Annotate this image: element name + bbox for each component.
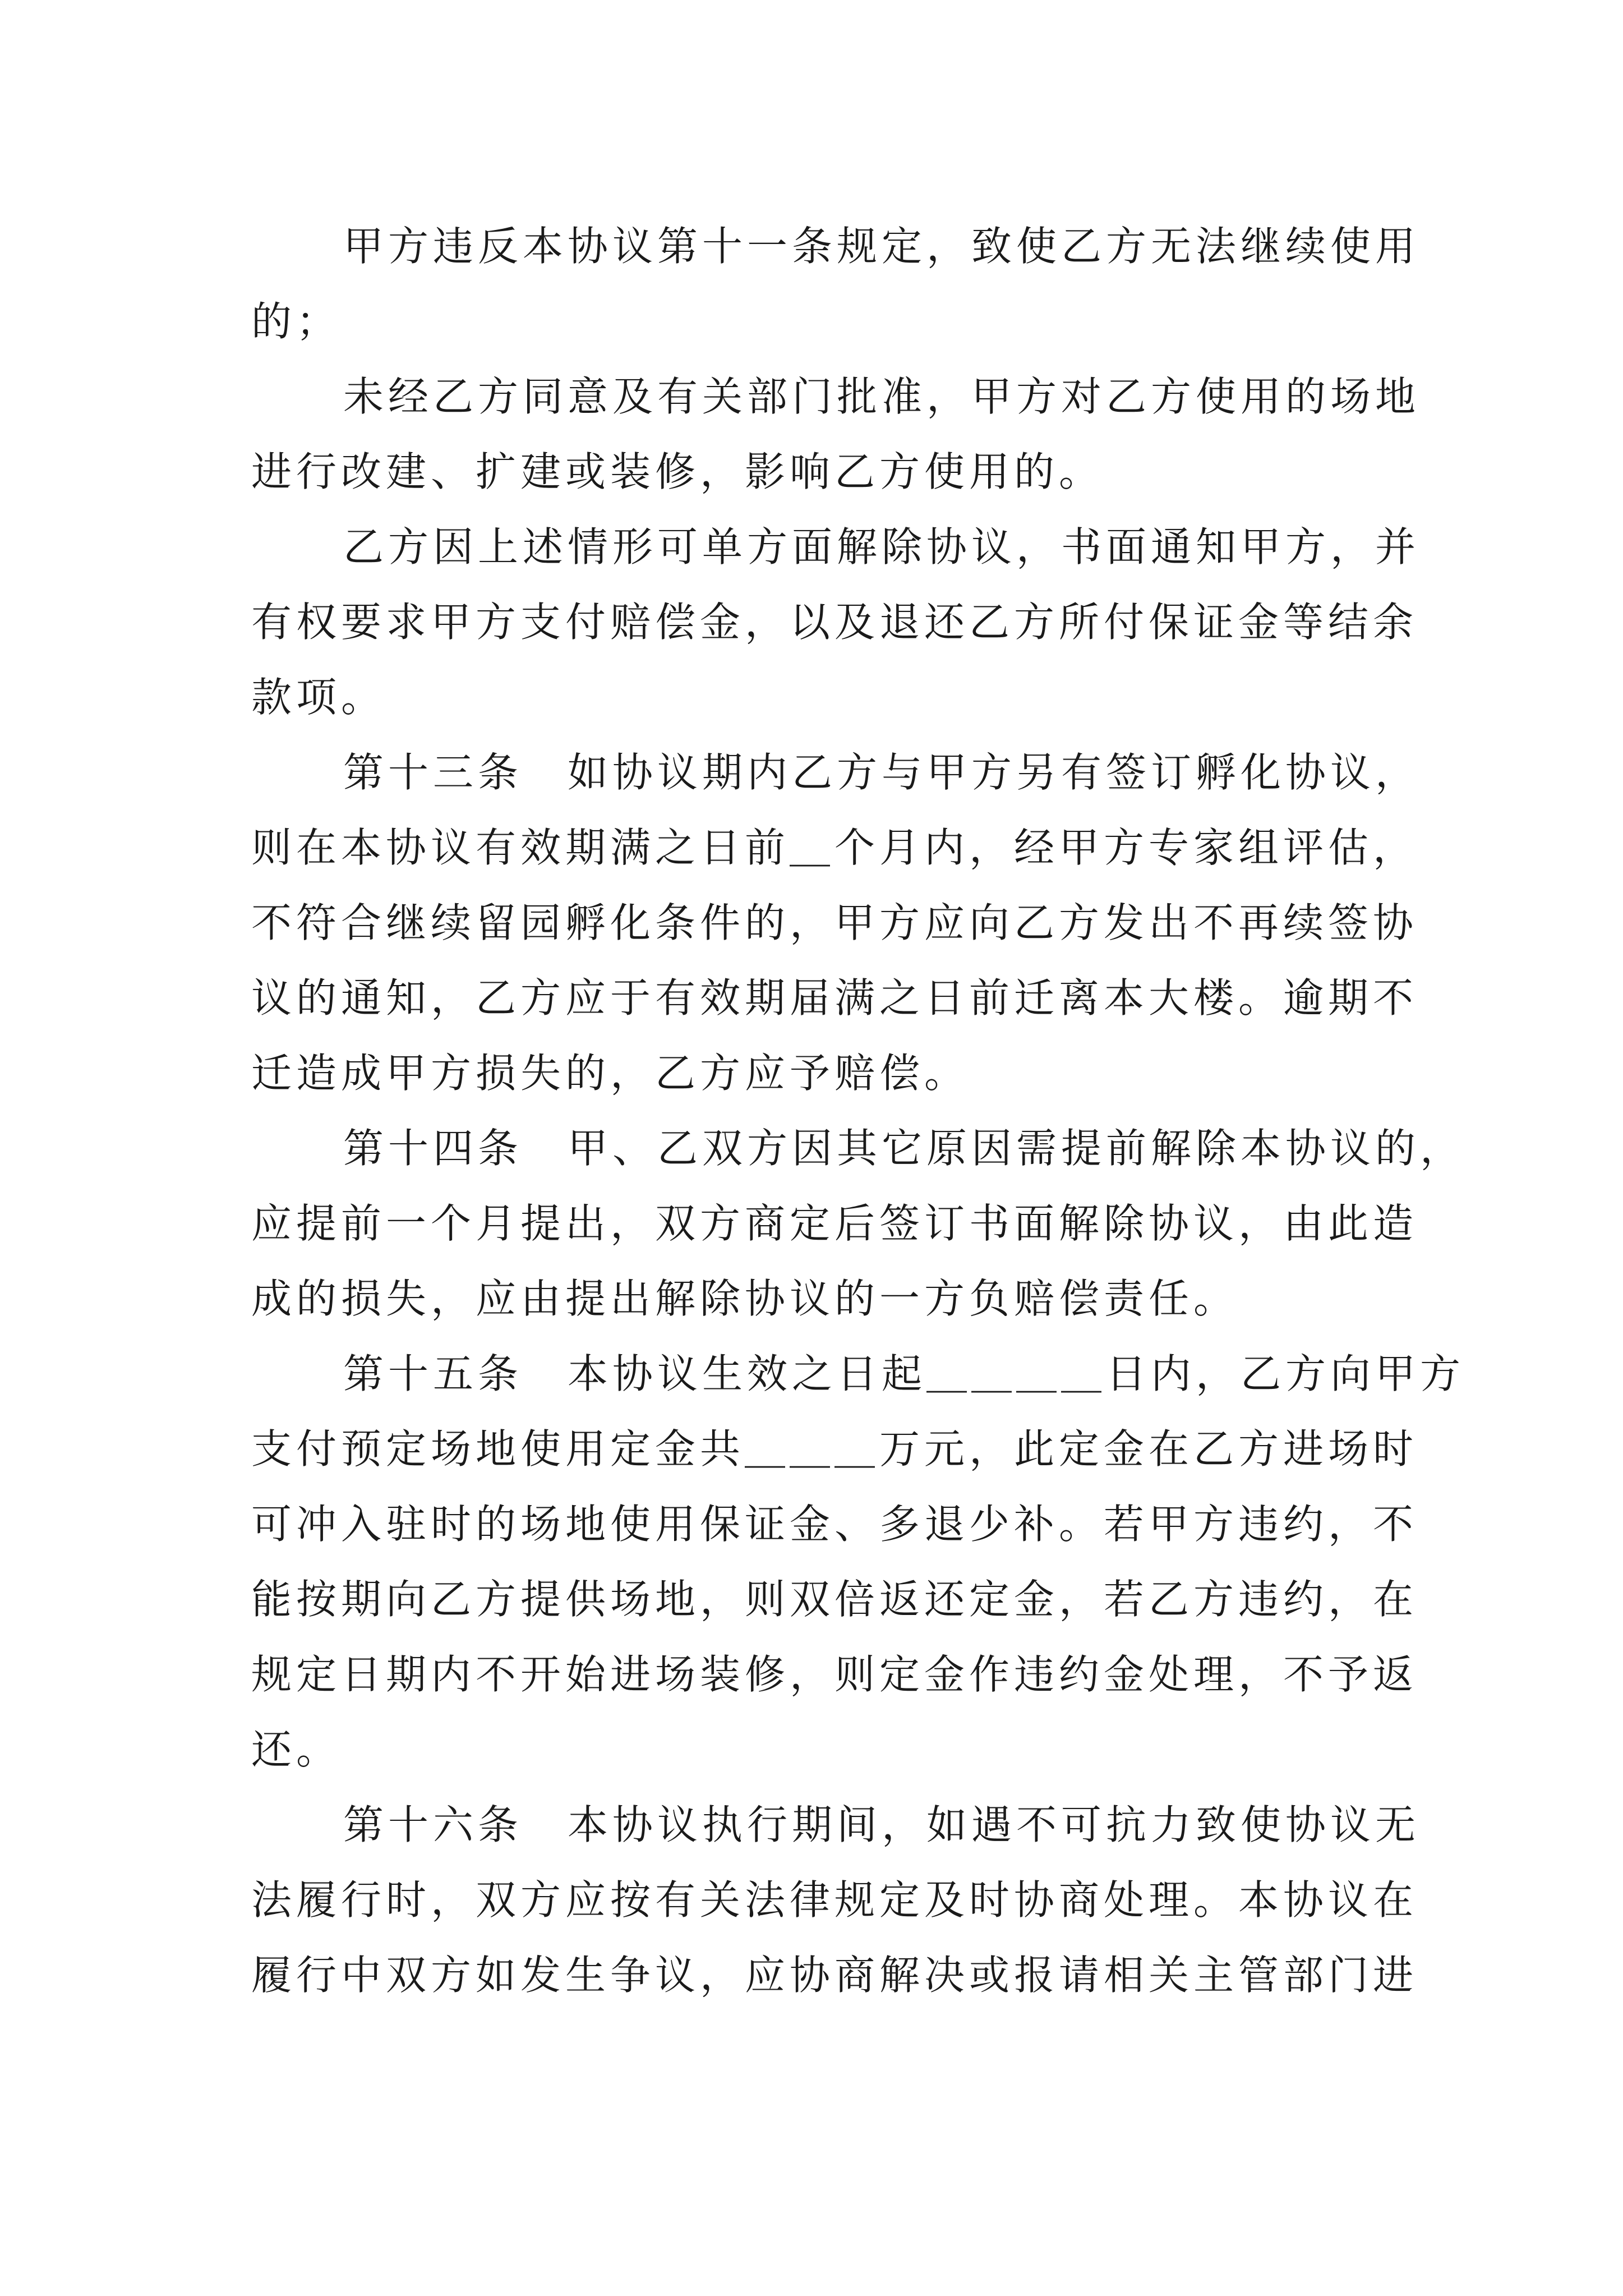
document-body [251,209,1465,2013]
text-line: 的； [251,298,342,345]
text-line: 款项。 [251,674,386,721]
text-line: 第十六条 本协议执行期间，如遇不可抗力致使协议无 [343,1801,1421,1848]
text-line: 第十三条 如协议期内乙方与甲方另有签订孵化协议， [343,749,1421,796]
text-line: 甲方违反本协议第十一条规定，致使乙方无法继续使用 [343,223,1421,270]
text-line: 规定日期内不开始进场装修，则定金作违约金处理，不予返 [251,1651,1418,1698]
text-line: 有权要求甲方支付赔偿金，以及退还乙方所付保证金等结余 [251,599,1418,646]
text-line: 能按期向乙方提供场地，则双倍返还定金，若乙方违约，在 [251,1576,1418,1623]
text-line: 还。 [251,1726,342,1773]
text-line: 可冲入驻时的场地使用保证金、多退少补。若甲方违约，不 [251,1501,1418,1548]
text-line: 第十五条 本协议生效之日起＿＿＿＿日内，乙方向甲方 [343,1350,1465,1397]
text-line: 未经乙方同意及有关部门批准，甲方对乙方使用的场地 [343,373,1421,420]
text-line: 第十四条 甲、乙双方因其它原因需提前解除本协议的， [343,1125,1465,1172]
text-line: 履行中双方如发生争议，应协商解决或报请相关主管部门进 [251,1952,1418,1999]
text-line: 成的损失，应由提出解除协议的一方负赔偿责任。 [251,1275,1239,1322]
text-line: 应提前一个月提出，双方商定后签订书面解除协议，由此造 [251,1200,1418,1247]
text-line: 议的通知，乙方应于有效期届满之日前迁离本大楼。逾期不 [251,974,1418,1022]
text-line: 乙方因上述情形可单方面解除协议，书面通知甲方，并 [343,523,1421,570]
text-line: 进行改建、扩建或装修，影响乙方使用的。 [251,448,1104,495]
text-line: 法履行时，双方应按有关法律规定及时协商处理。本协议在 [251,1876,1418,1924]
text-line: 支付预定场地使用定金共＿＿＿万元，此定金在乙方进场时 [251,1425,1418,1473]
text-line: 迁造成甲方损失的，乙方应予赔偿。 [251,1050,970,1097]
text-line: 不符合继续留园孵化条件的，甲方应向乙方发出不再续签协 [251,899,1418,946]
text-line: 则在本协议有效期满之日前＿个月内，经甲方专家组评估， [251,824,1418,871]
